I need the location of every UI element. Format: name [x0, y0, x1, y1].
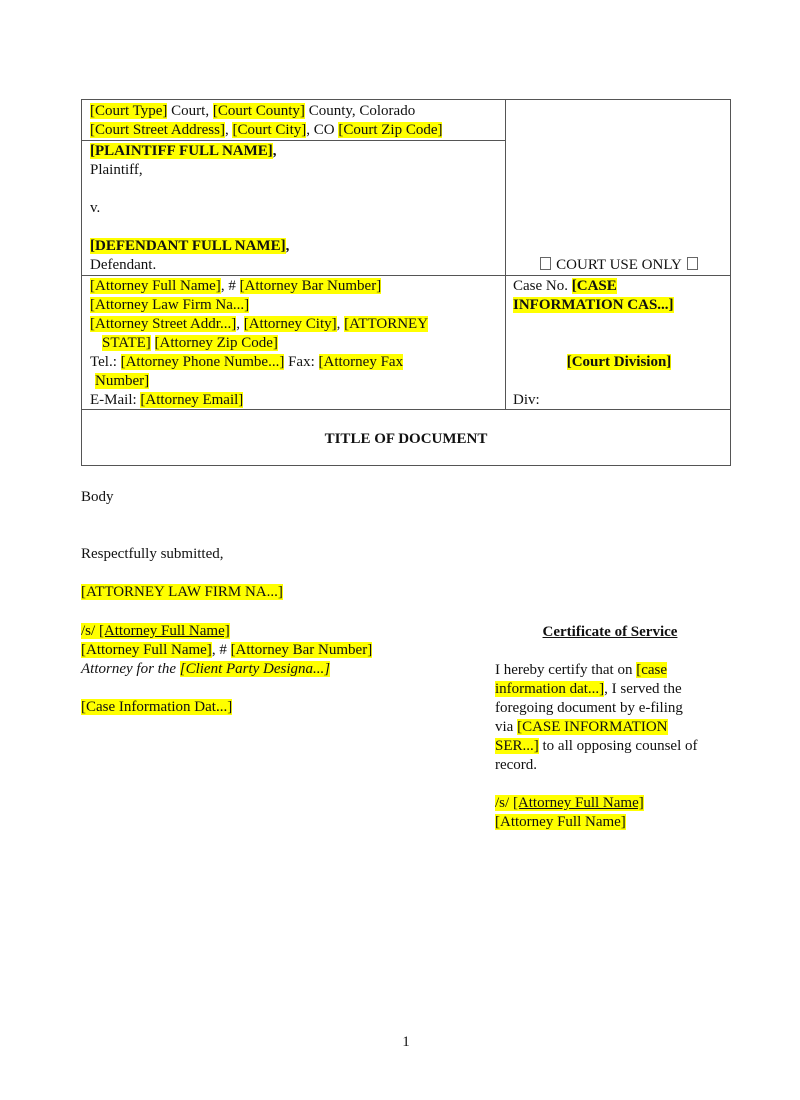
caption-table	[81, 99, 731, 466]
versus-text: v.	[90, 200, 101, 216]
signature-prefix: /s/	[495, 795, 513, 811]
hash-text: , #	[220, 278, 240, 294]
attorney-fax-field[interactable]: Number]	[95, 373, 150, 389]
court-type-field[interactable]: [Court Type]	[90, 103, 168, 119]
plaintiff-name-field[interactable]: [PLAINTIFF FULL NAME]	[90, 143, 273, 159]
plaintiff-label: Plaintiff,	[90, 162, 143, 178]
signature-block	[81, 622, 372, 717]
court-use-only-label: COURT USE ONLY	[556, 257, 682, 273]
service-method-field[interactable]: SER...]	[495, 738, 539, 754]
county-suffix-text: County, Colorado	[304, 103, 416, 119]
certificate-text: I hereby certify that on	[495, 662, 637, 678]
court-text: Court,	[167, 103, 213, 119]
court-street-field[interactable]: [Court Street Address]	[90, 122, 225, 138]
attorney-name-field[interactable]: [Attorney Full Name]	[495, 814, 626, 830]
caption-divider	[82, 275, 730, 276]
attorney-zip-field[interactable]: [Attorney Zip Code]	[154, 335, 278, 351]
court-zip-field[interactable]: [Court Zip Code]	[338, 122, 443, 138]
attorney-state-field[interactable]: STATE]	[102, 335, 151, 351]
court-county-field[interactable]: [Court County]	[212, 103, 305, 119]
checkbox-icon	[540, 257, 551, 270]
certificate-text: , I served the	[604, 681, 682, 697]
attorney-street-field[interactable]: [Attorney Street Addr...]	[90, 316, 237, 332]
case-info-date-field[interactable]: [Case Information Dat...]	[81, 699, 233, 715]
service-method-field[interactable]: [CASE INFORMATION	[517, 719, 668, 735]
attorney-firm-field[interactable]: [Attorney Law Firm Na...]	[90, 297, 250, 313]
signature-name-field[interactable]: [Attorney Full Name]	[512, 795, 644, 811]
certificate-text: record.	[495, 757, 538, 773]
signature-name-field[interactable]: [Attorney Full Name]	[98, 623, 230, 639]
court-info	[90, 102, 442, 140]
case-info-date-field[interactable]: information dat...]	[495, 681, 605, 697]
document-title: TITLE OF DOCUMENT	[324, 431, 488, 447]
certificate-text: to all opposing counsel of	[538, 738, 698, 754]
court-line-2	[90, 121, 442, 140]
separator-text: ,	[236, 316, 244, 332]
separator-text: ,	[336, 316, 345, 332]
attorney-fax-field[interactable]: [Attorney Fax	[318, 354, 404, 370]
case-no-label: Case No.	[513, 278, 572, 294]
page-number: 1	[402, 1034, 410, 1050]
court-city-field[interactable]: [Court City]	[232, 122, 307, 138]
state-text: , CO	[306, 122, 339, 138]
attorney-email-field[interactable]: [Attorney Email]	[140, 392, 244, 408]
certificate-text: foregoing document by e-filing	[495, 700, 683, 716]
separator-text: ,	[224, 122, 233, 138]
certificate-title: Certificate of Service	[542, 624, 678, 640]
court-division-block	[506, 353, 732, 372]
defendant-label: Defendant.	[90, 257, 157, 273]
attorney-state-field[interactable]: [ATTORNEY	[344, 316, 429, 332]
certificate-of-service	[495, 623, 735, 832]
attorney-phone-field[interactable]: [Attorney Phone Numbe...]	[120, 354, 285, 370]
checkbox-icon	[687, 257, 698, 270]
attorney-bar-field[interactable]: [Attorney Bar Number]	[239, 278, 382, 294]
attorney-city-field[interactable]: [Attorney City]	[243, 316, 337, 332]
tel-label: Tel.:	[90, 354, 121, 370]
body-text: Body	[81, 489, 114, 505]
case-number-field[interactable]: [CASE	[571, 278, 617, 294]
client-party-field[interactable]: [Client Party Designa...]	[179, 661, 331, 677]
case-info-date-field[interactable]: [case	[636, 662, 668, 678]
case-number-field[interactable]: INFORMATION CAS...]	[513, 297, 674, 313]
case-number-block	[513, 277, 674, 315]
attorney-name-field[interactable]: [Attorney Full Name]	[90, 278, 221, 294]
closing-text: Respectfully submitted,	[81, 546, 224, 562]
hash-text: , #	[211, 642, 231, 658]
firm-name-field[interactable]: [ATTORNEY LAW FIRM NA...]	[81, 584, 283, 600]
attorney-info	[90, 277, 428, 410]
defendant-name-field[interactable]: [DEFENDANT FULL NAME]	[90, 238, 286, 254]
court-division-field[interactable]: [Court Division]	[566, 354, 672, 370]
parties-block	[90, 142, 289, 275]
comma-text: ,	[285, 238, 290, 254]
attorney-for-text: Attorney for the	[81, 661, 180, 677]
comma-text: ,	[272, 143, 277, 159]
div-label: Div:	[513, 392, 540, 408]
certificate-text: via	[495, 719, 518, 735]
email-label: E-Mail:	[90, 392, 141, 408]
fax-label: Fax:	[284, 354, 319, 370]
attorney-bar-field[interactable]: [Attorney Bar Number]	[230, 642, 373, 658]
court-line-1	[90, 102, 442, 121]
court-use-only	[506, 256, 732, 275]
attorney-name-field[interactable]: [Attorney Full Name]	[81, 642, 212, 658]
caption-divider	[82, 140, 505, 141]
signature-prefix: /s/	[81, 623, 99, 639]
